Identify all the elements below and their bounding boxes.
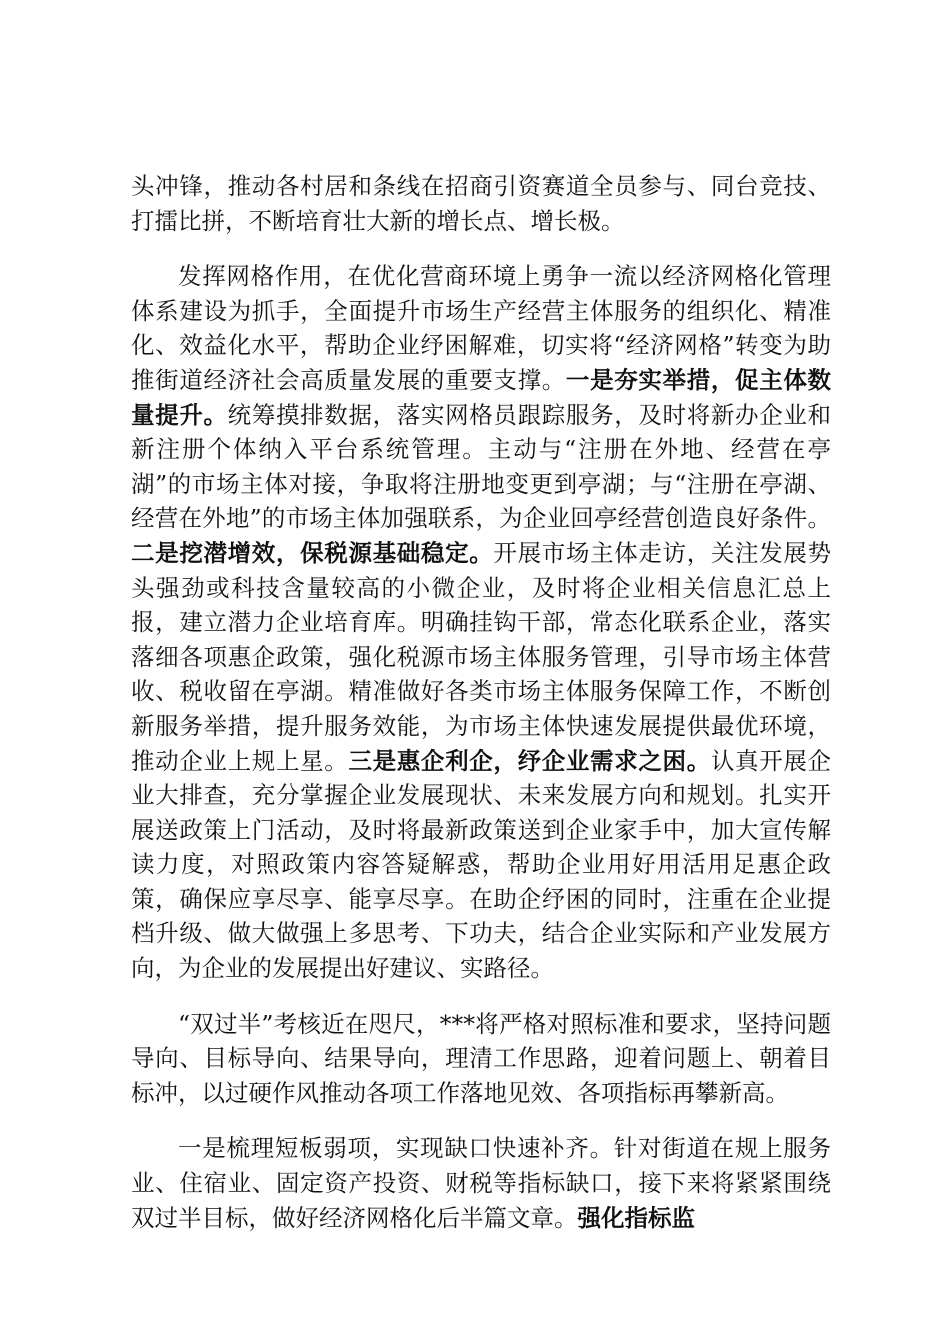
paragraph-text: “双过半”考核近在咫尺，***将严格对照标准和要求，坚持问题导向、目标导向、结果导向，理清工作思路，迎着问题上、朝着目标冲，以过硬作风推动各项工作落地见效、各项指标再攀新高。 — [131, 1009, 831, 1107]
paragraph-2 — [131, 259, 831, 985]
paragraph-4 — [131, 1131, 831, 1235]
paragraph-text: 认真开展企业大排查，充分掌握企业发展现状、未来发展方向和规划。扎实开展送政策上门活动，及时将最新政策送到企业家手中，加大宣传解读力度，对照政策内容答疑解惑，帮助企业用好用活用足惠企政策，确保应享尽享、能享尽享。在助企纾困的同时，注重在企业提档升级、做大做强上多思考、下功夫，结合企业实际和产业发展方向，为企业的发展提出好建议、实路径。 — [131, 746, 832, 983]
bold-heading: 强化指标监 — [577, 1203, 695, 1232]
paragraph-text: 一是梳理短板弱项，实现缺口快速补齐。针对街道在规上服务业、住宿业、固定资产投资、财税等指标缺口，接下来将紧紧围绕双过半目标，做好经济网格化后半篇文章。 — [131, 1134, 831, 1232]
paragraph-text: 头冲锋，推动各村居和条线在招商引资赛道全员参与、同台竞技、打擂比拼，不断培育壮大新的增长点、增长极。 — [131, 172, 831, 235]
paragraph-1 — [131, 169, 831, 238]
paragraph-text: 开展市场主体走访，关注发展势头强劲或科技含量较高的小微企业，及时将企业相关信息汇总上报，建立潜力企业培育库。明确挂钩干部，常态化联系企业，落实落细各项惠企政策，强化税源市场主体服务管理，引导市场主体营收、税收留在亭湖。精准做好各类市场主体服务保障工作，不断创新服务举措，提升服务效能，为市场主体快速发展提供最优环境，推动企业上规上星。 — [131, 538, 832, 775]
bold-heading: 二是挖潜增效，保税源基础稳定。 — [131, 538, 494, 567]
bold-heading: 一是夯实举措，促主体数量提升。 — [131, 365, 832, 429]
document-page — [131, 169, 831, 1256]
paragraph-text: 发挥网格作用，在优化营商环境上勇争一流以经济网格化管理体系建设为抓手，全面提升市场生产经营主体服务的组织化、精准化、效益化水平，帮助企业纾困解难，切实将“经济网格”转变为助推街道经济社会高质量发展的重要支撑。 — [131, 262, 831, 394]
bold-heading: 三是惠企利企，纾企业需求之困。 — [348, 746, 711, 775]
paragraph-text: 统筹摸排数据，落实网格员跟踪服务，及时将新办企业和新注册个体纳入平台系统管理。主动与“注册在外地、经营在亭湖”的市场主体对接，争取将注册地变更到亭湖；与“注册在亭湖、经营在外地”的市场主体加强联系，为企业回亭经营创造良好条件。 — [131, 400, 832, 533]
paragraph-3 — [131, 1007, 831, 1111]
